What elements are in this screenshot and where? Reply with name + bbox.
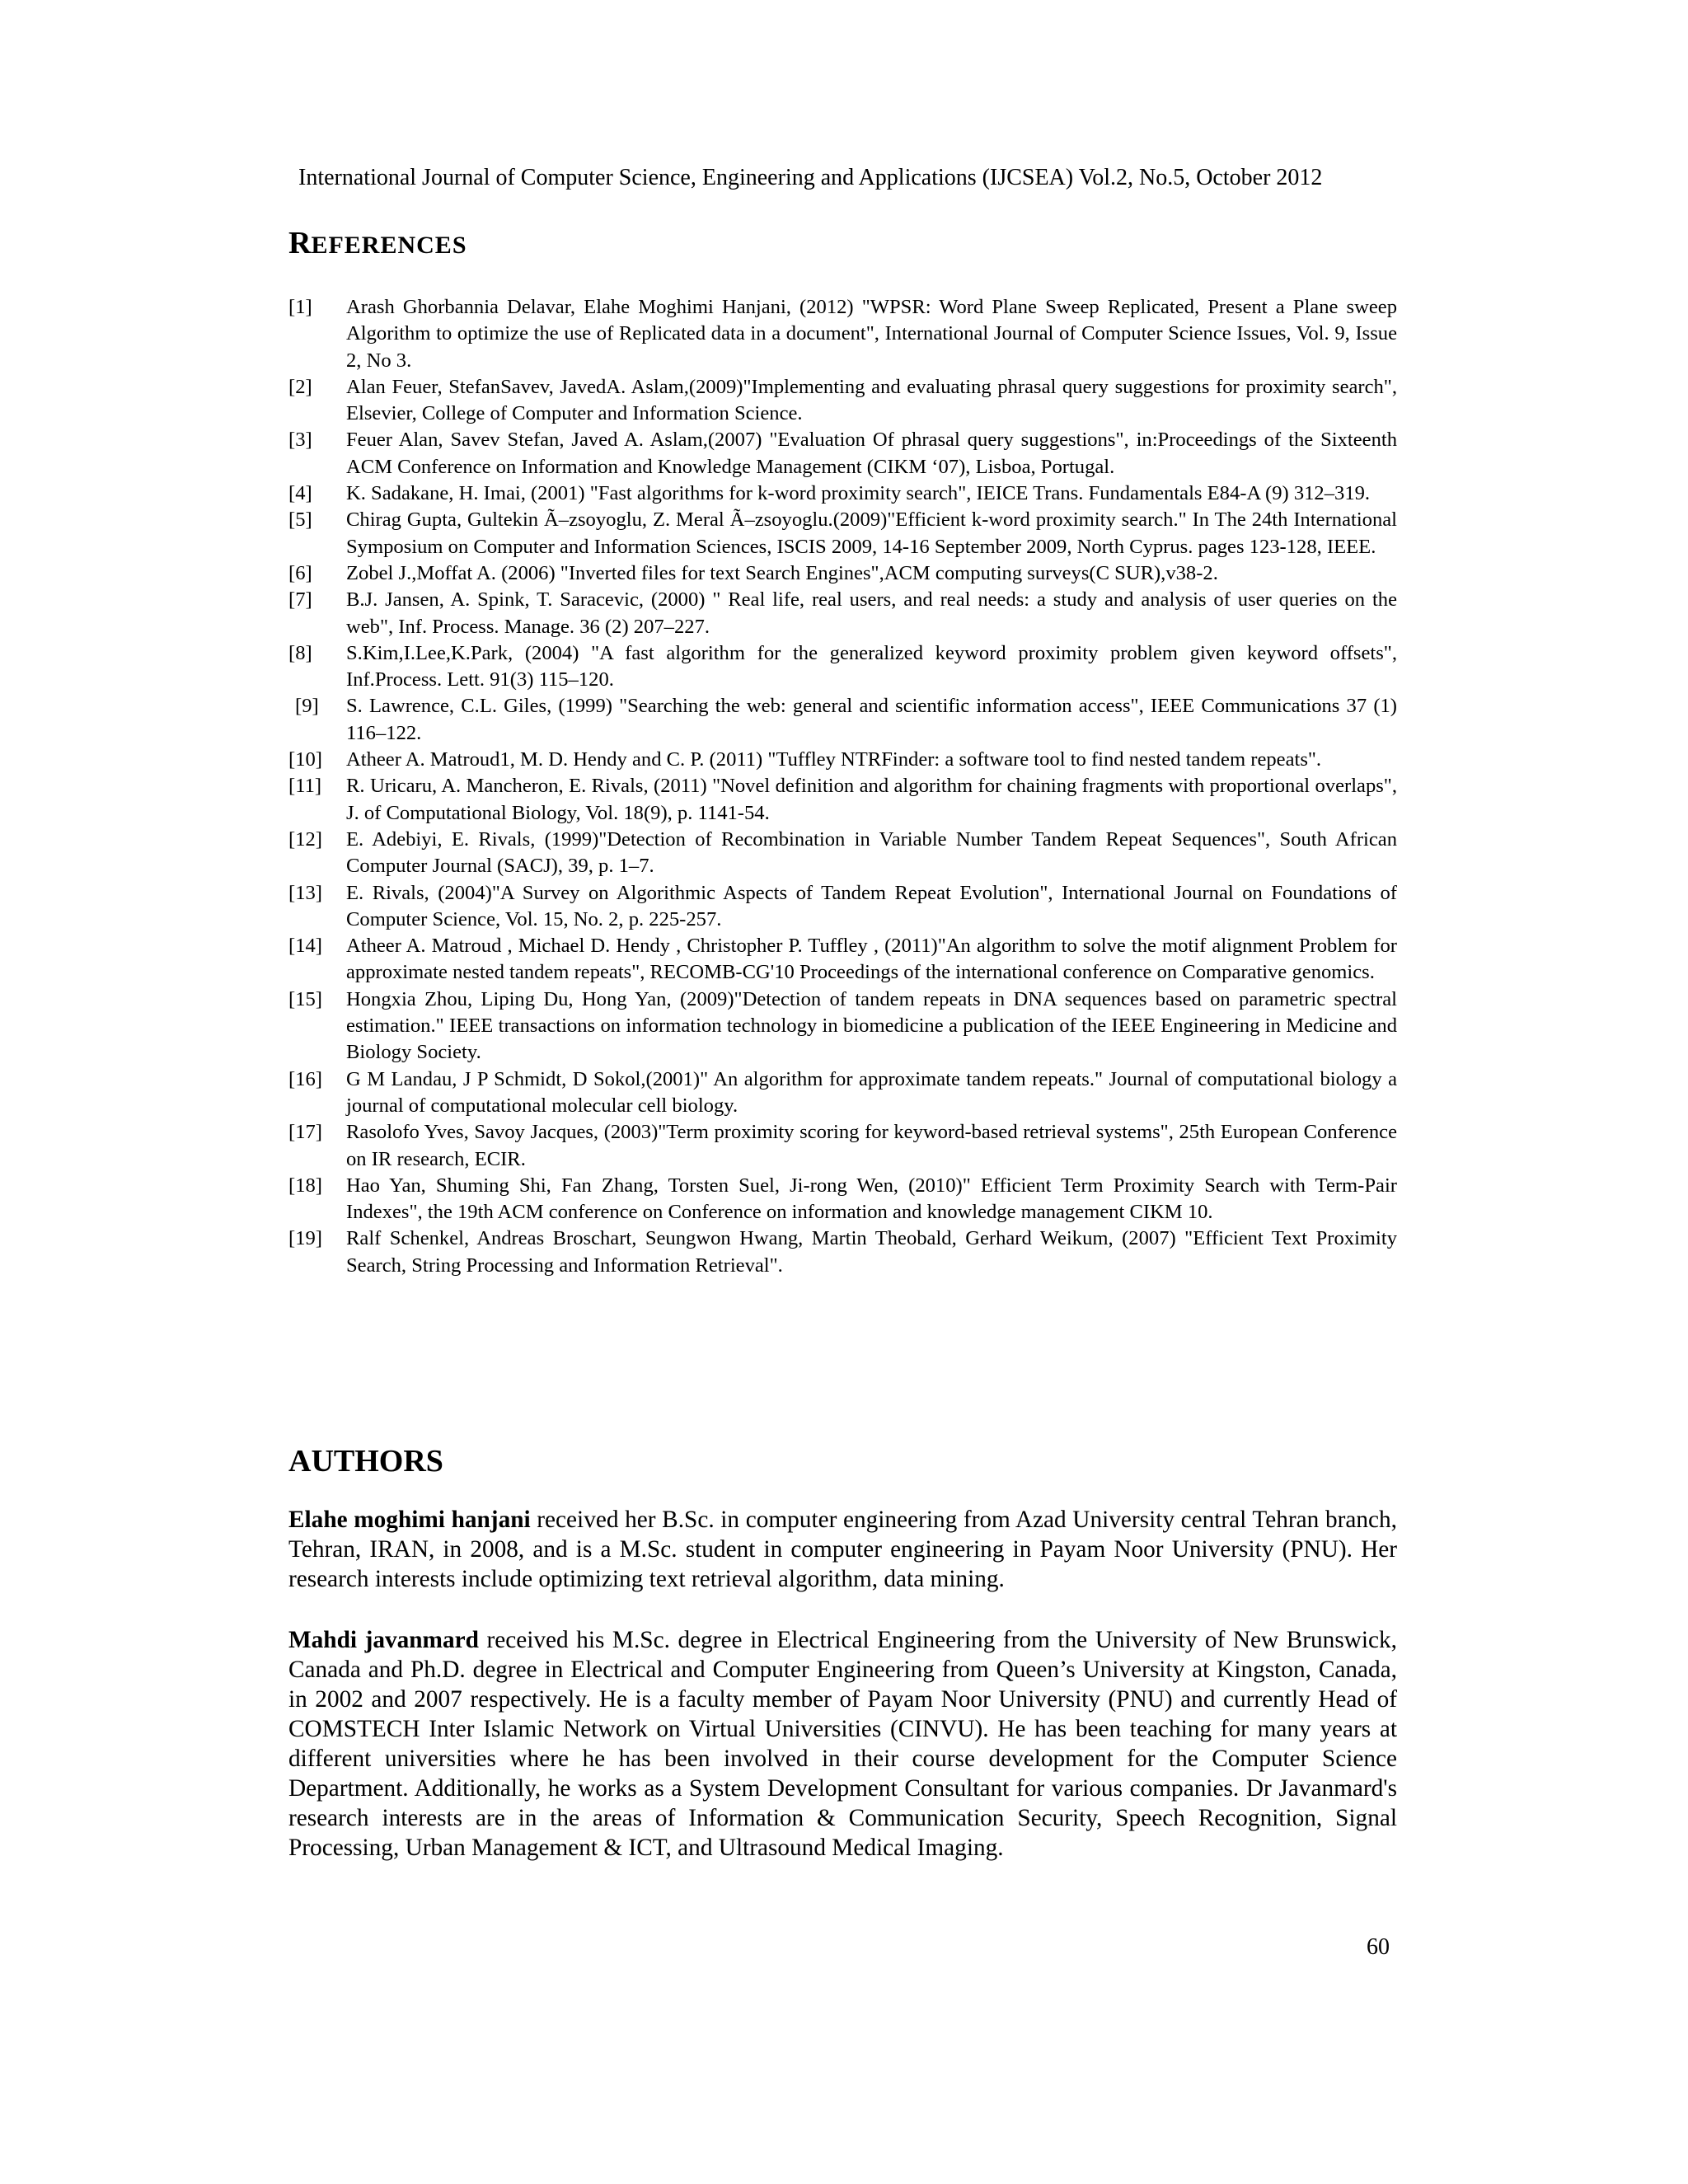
author-bio [288,1625,1397,1863]
reference-item [288,427,1397,480]
reference-item [288,507,1397,560]
authors-heading: AUTHORS [288,1444,443,1479]
reference-number: [17] [288,1121,322,1144]
reference-text: S.Kim,I.Lee,K.Park, (2004) "A fast algorithm for the generalized keyword proximity problem given keyword offsets", Inf.Process. Lett. 91(3) 115–120. [346,641,1397,691]
reference-number: [8] [288,641,312,664]
reference-number: [5] [288,509,312,532]
reference-text: Chirag Gupta, Gultekin Ã–zsoyoglu, Z. Meral Ã–zsoyoglu.(2009)"Efficient k-word proximity search." In The 24th International Symposium on Computer and Information Sciences, ISCIS 2009, 14-16 September 2009, North Cyprus. pages 123-128, IEEE. [346,509,1397,558]
reference-number: [7] [288,588,312,612]
reference-number: [18] [288,1174,322,1197]
reference-text: Atheer A. Matroud1, M. D. Hendy and C. P. (2011) "Tuffley NTRFinder: a software tool to find nested tandem repeats". [346,748,1322,771]
author-bio [288,1505,1397,1594]
reference-number: [12] [288,827,322,851]
reference-number: [11] [288,775,322,798]
reference-text: B.J. Jansen, A. Spink, T. Saracevic, (2000) " Real life, real users, and real needs: a study and analysis of user queries on the web", Inf. Process. Manage. 36 (2) 207–227. [346,588,1397,638]
reference-text: Atheer A. Matroud , Michael D. Hendy , Christopher P. Tuffley , (2011)"An algorithm to solve the motif alignment Problem for approximate nested tandem repeats", RECOMB-CG'10 Proceedings of the international conference on Comparative genomics. [346,935,1397,984]
reference-item [288,1173,1397,1226]
reference-item [288,640,1397,694]
reference-item [288,480,1397,507]
reference-text: Zobel J.,Moffat A. (2006) "Inverted files for text Search Engines",ACM computing surveys(C SUR),v38-2. [346,561,1218,584]
reference-item [288,560,1397,587]
reference-number: [2] [288,375,312,398]
reference-text: Rasolofo Yves, Savoy Jacques, (2003)"Term proximity scoring for keyword-based retrieval systems", 25th European Conference on IR research, ECIR. [346,1121,1397,1170]
reference-text: Hongxia Zhou, Liping Du, Hong Yan, (2009)"Detection of tandem repeats in DNA sequences based on parametric spectral estimation." IEEE transactions on information technology in biomedicine a publication of the IEEE Engineering in Medicine and Biology Society. [346,987,1397,1064]
author-bio-text: received his M.Sc. degree in Electrical Engineering from the University of New Brunswick, Canada and Ph.D. degree in Electrical and Computer Engineering from Queen’s University at Kingston, Canada, in 2002 and 2007 respectively. He is a faculty member of Payam Noor University (PNU) and currently Head of COMSTECH Inter Islamic Network on Virtual Universities (CINVU). He has been teaching for many years at different universities where he has been involved in their course development for the Computer Science Department. Additionally, he works as a System Development Consultant for various companies. Dr Javanmard's research interests are in the areas of Information & Communication Security, Speech Recognition, Signal Processing, Urban Management & ICT, and Ultrasound Medical Imaging. [288,1627,1397,1861]
reference-item [288,987,1397,1066]
reference-item [288,1066,1397,1120]
author-name: Mahdi javanmard [288,1627,479,1653]
reference-item [288,1119,1397,1173]
reference-item [288,374,1397,428]
reference-item [288,933,1397,987]
reference-text: Alan Feuer, StefanSavev, JavedA. Aslam,(2009)"Implementing and evaluating phrasal query suggestions for proximity search", Elsevier, College of Computer and Information Science. [346,375,1397,425]
reference-item [288,773,1397,827]
references-heading [288,224,467,265]
reference-number: [10] [288,748,322,771]
reference-number: [6] [288,561,312,584]
reference-text: R. Uricaru, A. Mancheron, E. Rivals, (2011) "Novel definition and algorithm for chaining fragments with proportional overlaps", J. of Computational Biology, Vol. 18(9), p. 1141-54. [346,775,1397,824]
page-number: 60 [1367,1934,1390,1960]
author-name: Elahe moghimi hanjani [288,1507,531,1533]
reference-text: Ralf Schenkel, Andreas Broschart, Seungwon Hwang, Martin Theobald, Gerhard Weikum, (2007) "Efficient Text Proximity Search, String Processing and Information Retrieval". [346,1227,1397,1277]
author-bio-text: received her B.Sc. in computer engineering from Azad University central Tehran branch, Tehran, IRAN, in 2008, and is a M.Sc. student in computer engineering in Payam Noor University (PNU). Her research interests include optimizing text retrieval algorithm, data mining. [288,1507,1398,1592]
reference-number: [19] [288,1227,322,1250]
references-heading-rest: EFERENCES [311,232,467,259]
reference-text: K. Sadakane, H. Imai, (2001) "Fast algorithms for k-word proximity search", IEICE Trans. Fundamentals E84-A (9) 312–319. [346,482,1371,505]
reference-text: E. Adebiyi, E. Rivals, (1999)"Detection of Recombination in Variable Number Tandem Repeat Sequences", South African Computer Journal (SACJ), 39, p. 1–7. [346,827,1397,878]
reference-number: [3] [288,429,312,452]
reference-item [288,1226,1397,1279]
reference-text: S. Lawrence, C.L. Giles, (1999) "Searching the web: general and scientific information access", IEEE Communications 37 (1) 116–122. [346,695,1397,744]
reference-text: Feuer Alan, Savev Stefan, Javed A. Aslam,(2007) "Evaluation Of phrasal query suggestions", in:Proceedings of the Sixteenth ACM Conference on Information and Knowledge Management (CIKM ‘07), Lisboa, Portugal. [346,429,1397,478]
reference-item [288,693,1397,747]
reference-text: Arash Ghorbannia Delavar, Elahe Moghimi Hanjani, (2012) "WPSR: Word Plane Sweep Replicated, Present a Plane sweep Algorithm to optimize the use of Replicated data in a document", International Journal of Computer Science Issues, Vol. 9, Issue 2, No 3. [346,296,1397,372]
reference-number: [16] [288,1067,322,1090]
reference-number: [13] [288,881,322,904]
reference-item [288,294,1397,374]
reference-text: G M Landau, J P Schmidt, D Sokol,(2001)" An algorithm for approximate tandem repeats." Journal of computational biology a journal of computational molecular cell biology. [346,1067,1397,1117]
reference-number: [9] [295,695,319,718]
reference-item [288,827,1397,880]
running-header: International Journal of Computer Science, Engineering and Applications (IJCSEA) Vol.2, No.5, October 2012 [298,165,1323,190]
reference-item [288,747,1397,773]
reference-number: [1] [288,296,312,318]
reference-number: [14] [288,935,322,958]
reference-number: [4] [288,482,312,505]
reference-list [288,294,1397,1279]
reference-text: Hao Yan, Shuming Shi, Fan Zhang, Torsten Suel, Ji-rong Wen, (2010)" Efficient Term Proximity Search with Term-Pair Indexes", the 19th ACM conference on Conference on information and knowledge management CIKM 10. [346,1174,1397,1224]
reference-item [288,587,1397,640]
reference-text: E. Rivals, (2004)"A Survey on Algorithmic Aspects of Tandem Repeat Evolution", International Journal on Foundations of Computer Science, Vol. 15, No. 2, p. 225-257. [346,881,1397,930]
reference-item [288,880,1397,934]
references-heading-initial: R [288,226,312,260]
reference-number: [15] [288,987,322,1010]
